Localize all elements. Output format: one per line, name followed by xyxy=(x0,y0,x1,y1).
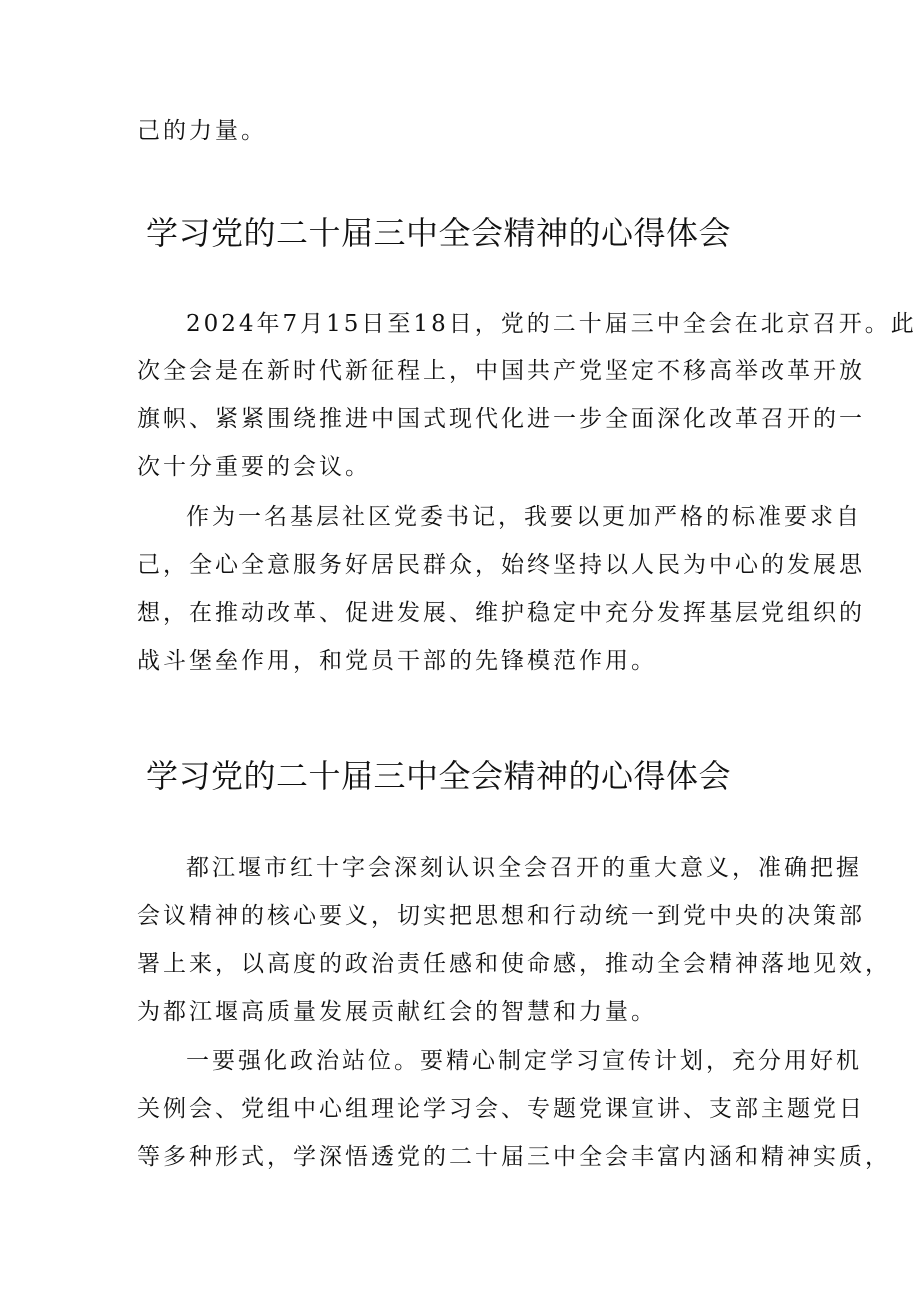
section-1-p2-line-3: 想，在推动改革、促进发展、维护稳定中充分发挥基层党组织的 xyxy=(137,600,865,626)
section-1-p2-line-4: 战斗堡垒作用，和党员干部的先锋模范作用。 xyxy=(137,648,657,674)
section-1-p1-line-3: 旗帜、紧紧围绕推进中国式现代化进一步全面深化改革召开的一 xyxy=(137,406,865,432)
section-2-p2-line-3: 等多种形式，学深悟透党的二十届三中全会丰富内涵和精神实质， xyxy=(137,1144,891,1170)
section-2-p1-line-3: 署上来，以高度的政治责任感和使命感，推动全会精神落地见效， xyxy=(137,951,891,977)
section-2-p2-line-2: 关例会、党组中心组理论学习会、专题党课宣讲、支部主题党日 xyxy=(137,1096,865,1122)
section-1-title: 学习党的二十届三中全会精神的心得体会 xyxy=(146,214,732,252)
section-2-p1-line-1: 都江堰市红十字会深刻认识全会召开的重大意义，准确把握 xyxy=(186,855,862,881)
section-1-p1-line-1: 2024年7月15日至18日，党的二十届三中全会在北京召开。此 xyxy=(186,311,917,337)
section-1-p1-line-4: 次十分重要的会议。 xyxy=(137,454,371,480)
section-2-p1-line-4: 为都江堰高质量发展贡献红会的智慧和力量。 xyxy=(137,999,657,1025)
section-2-p2-line-1: 一要强化政治站位。要精心制定学习宣传计划，充分用好机 xyxy=(186,1048,862,1074)
section-2-p1-line-2: 会议精神的核心要义，切实把思想和行动统一到党中央的决策部 xyxy=(137,903,865,929)
section-1-p2-line-1: 作为一名基层社区党委书记，我要以更加严格的标准要求自 xyxy=(186,504,862,530)
section-2-title: 学习党的二十届三中全会精神的心得体会 xyxy=(146,757,732,795)
section-1-p1-line-2: 次全会是在新时代新征程上，中国共产党坚定不移高举改革开放 xyxy=(137,358,865,384)
section-1-p2-line-2: 己，全心全意服务好居民群众，始终坚持以人民为中心的发展思 xyxy=(137,552,865,578)
paragraph-tail-line: 己的力量。 xyxy=(137,118,267,144)
